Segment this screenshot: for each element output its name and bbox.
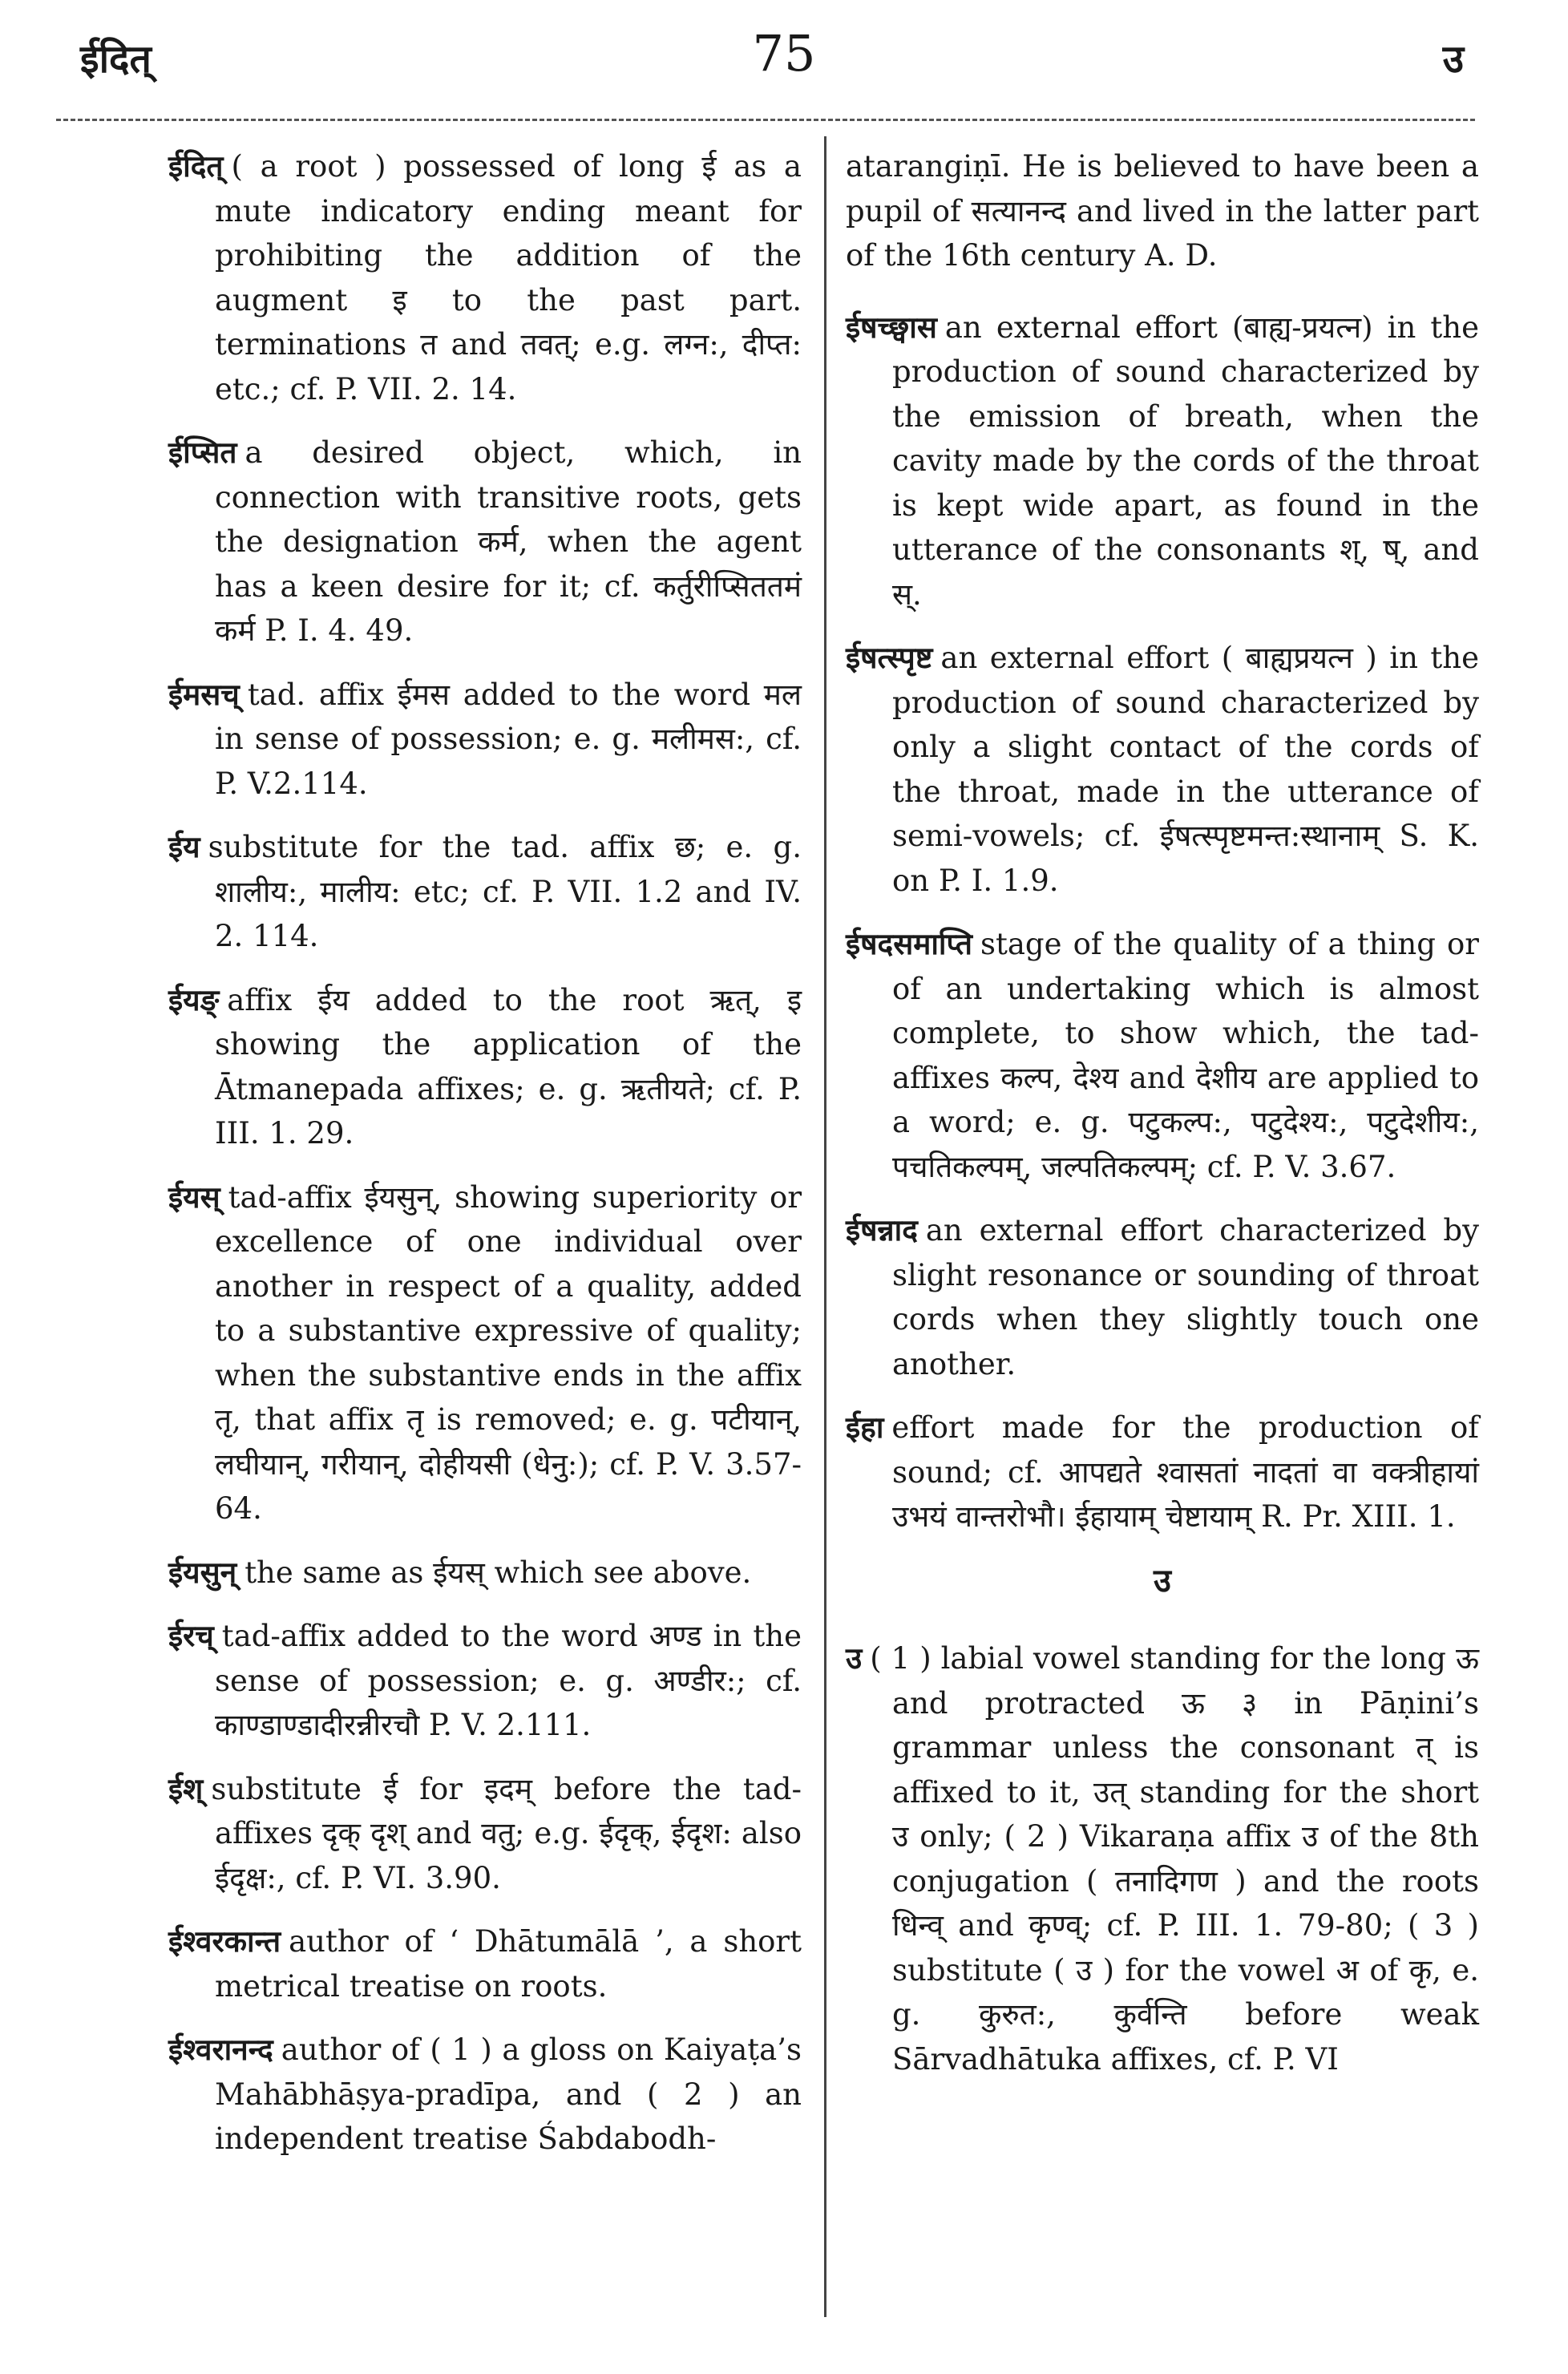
dictionary-entry (168, 673, 802, 807)
entry-headword: ईषन्नाद (846, 1212, 918, 1248)
entry-definition: an external effort characterized by slight resonance or sounding of throat cords when they slightly touch one another. (892, 1213, 1479, 1381)
entry-headword: ईषदसमाप्ति (846, 926, 972, 961)
dictionary-entry (168, 431, 802, 653)
entry-definition: tad. affix ईमस added to the word मल in sense of possession; e. g. मलीमस:, cf. P. V.2.114. (215, 677, 802, 801)
entry-definition: author of ‘ Dhātumālā ’, a short metrical treatise on roots. (215, 1924, 802, 2004)
entry-definition: an external effort (बाह्य-प्रयत्न) in the production of sound characterized by the emission of breath, when the cavity made by the cords of the throat is kept wide apart, as found in the utterance of the consonants श्, ष्, and स्. (892, 309, 1479, 612)
entry-headword: ईमसच् (168, 676, 240, 712)
dictionary-entry (846, 1636, 1479, 2081)
dictionary-entry (846, 922, 1479, 1189)
running-head-right: उ (1442, 37, 1464, 82)
entry-definition: a desired object, which, in connection with transitive roots, gets the designation कर्म, when the agent has a keen desire for it; cf. कर्तुरीप्सिततमं कर्म P. I. 4. 49. (215, 435, 802, 648)
entry-headword: ईषच्छ्वास (846, 309, 937, 345)
dictionary-entry (168, 144, 802, 411)
entry-continuation: atarangiṇī. He is believed to have been a pupil of सत्यानन्द and lived in the latter part of the 16th century A. D. (846, 149, 1479, 273)
entry-definition: effort made for the production of sound; cf. आपद्यते श्वासतां नादतां वा वक्त्रीहायां उभयं वान्तरोभौ। ईहायाम् चेष्टायाम् R. Pr. XIII. 1. (891, 1410, 1479, 1534)
header-rule (56, 119, 1475, 121)
entry-headword: ईरच् (168, 1618, 214, 1653)
entry-headword: ईश्वरानन्द (168, 2032, 273, 2067)
dictionary-entry (846, 305, 1479, 617)
entry-headword: ईहा (846, 1409, 884, 1445)
dictionary-entry (168, 978, 802, 1156)
dictionary-entry (846, 636, 1479, 903)
page-number: 75 (752, 24, 816, 83)
entry-definition: substitute for the tad. affix छ; e. g. शालीय:, मालीय: etc; cf. P. VII. 1.2 and IV. 2. 114. (208, 830, 802, 953)
entry-definition: author of ( 1 ) a gloss on Kaiyaṭa’s Mahābhāṣya-pradīpa, and ( 2 ) an independent treatise Śabdabodh- (215, 2032, 802, 2156)
entry-headword: ईप्सित (168, 435, 237, 470)
running-head-left: ईदित् (80, 37, 152, 82)
dictionary-entry (168, 1919, 802, 2008)
dictionary-entry (846, 1405, 1479, 1539)
entry-headword: ईश्वरकान्त (168, 1923, 281, 1959)
dictionary-entry (168, 825, 802, 959)
right-column (846, 144, 1479, 2101)
section-letter-heading: उ (1154, 1561, 1171, 1600)
dictionary-entry (168, 1551, 802, 1595)
column-divider (824, 136, 826, 2317)
dictionary-entry (168, 1175, 802, 1531)
entry-definition: stage of the quality of a thing or of an undertaking which is almost complete, to show which, the tad-affixes कल्प, देश्य and देशीय are applied to a word; e. g. पटुकल्प:, पटुदेश्य:, पटुदेशीय:, पचतिकल्पम्, जल्पतिकल्पम्; cf. P. V. 3.67. (892, 927, 1479, 1184)
dictionary-entry (846, 1208, 1479, 1386)
entry-definition: an external effort ( बाह्यप्रयत्न ) in the production of sound characterized by only a slight contact of the cords of the throat, made in the utterance of semi-vowels; cf. ईषत्स्पृष्टमन्त:स्थानाम् S. K. on P. I. 1.9. (892, 641, 1479, 898)
entry-definition: tad-affix ईयसुन्, showing superiority or excellence of one individual over another in respect of a quality, added to a substantive expressive of quality; when the substantive ends in the affix तृ, that affix तृ is removed; e. g. पटीयान्, लघीयान्, गरीयान्, दोहीयसी (धेनु:); cf. P. V. 3.57-64. (215, 1179, 802, 1526)
entry-headword: ईदित् (168, 148, 224, 184)
entry-definition: ( 1 ) labial vowel standing for the long ऊ and protracted ऊ ३ in Pāṇini’s grammar unless the consonant त् is affixed to it, उत् standing for the short उ only; ( 2 ) Vikaraṇa affix उ of the 8th conjugation ( तनादिगण ) and the roots धिन्व् and कृण्व्; cf. P. III. 1. 79-80; ( 3 ) substitute ( उ ) for the vowel अ of कृ, e. g. कुरुत:, कुर्वन्ति before weak Sārvadhātuka affixes, cf. P. VI (870, 1641, 1479, 2077)
left-column (168, 144, 802, 2181)
entry-headword: उ (846, 1640, 863, 1676)
entry-headword: ईषत्स्पृष्ट (846, 640, 933, 675)
entry-headword: ईयङ् (168, 981, 220, 1017)
entry-headword: ईय (168, 829, 200, 864)
entry-definition: the same as ईयस् which see above. (244, 1555, 752, 1590)
entry-definition: substitute ई for इदम् before the tad-affixes दृक् दृश् and वतु; e.g. ईदृक्, ईदृश: also ईदृक्ष:, cf. P. VI. 3.90. (211, 1771, 802, 1895)
entry-definition: affix ईय added to the root ऋत्, इ showing the application of the Ātmanepada affixes; e. g. ऋतीयते; cf. P. III. 1. 29. (215, 982, 802, 1151)
page-header (0, 24, 1568, 88)
entry-headword: ईश् (168, 1770, 204, 1806)
dictionary-entry (168, 1614, 802, 1748)
entry-headword: ईयसुन् (168, 1554, 237, 1590)
entry-definition: ( a root ) possessed of long ई as a mute indicatory ending meant for prohibiting the addition of the augment इ to the past part. terminations त and तवत्; e.g. लग्न:, दीप्त: etc.; cf. P. VII. 2. 14. (215, 149, 802, 406)
entry-definition: tad-affix added to the word अण्ड in the sense of possession; e. g. अण्डीर:; cf. काण्डाण्डादीरन्नीरचौ P. V. 2.111. (215, 1619, 802, 1742)
entry-headword: ईयस् (168, 1179, 220, 1215)
dictionary-entry (168, 1767, 802, 1901)
dictionary-entry (168, 2028, 802, 2162)
